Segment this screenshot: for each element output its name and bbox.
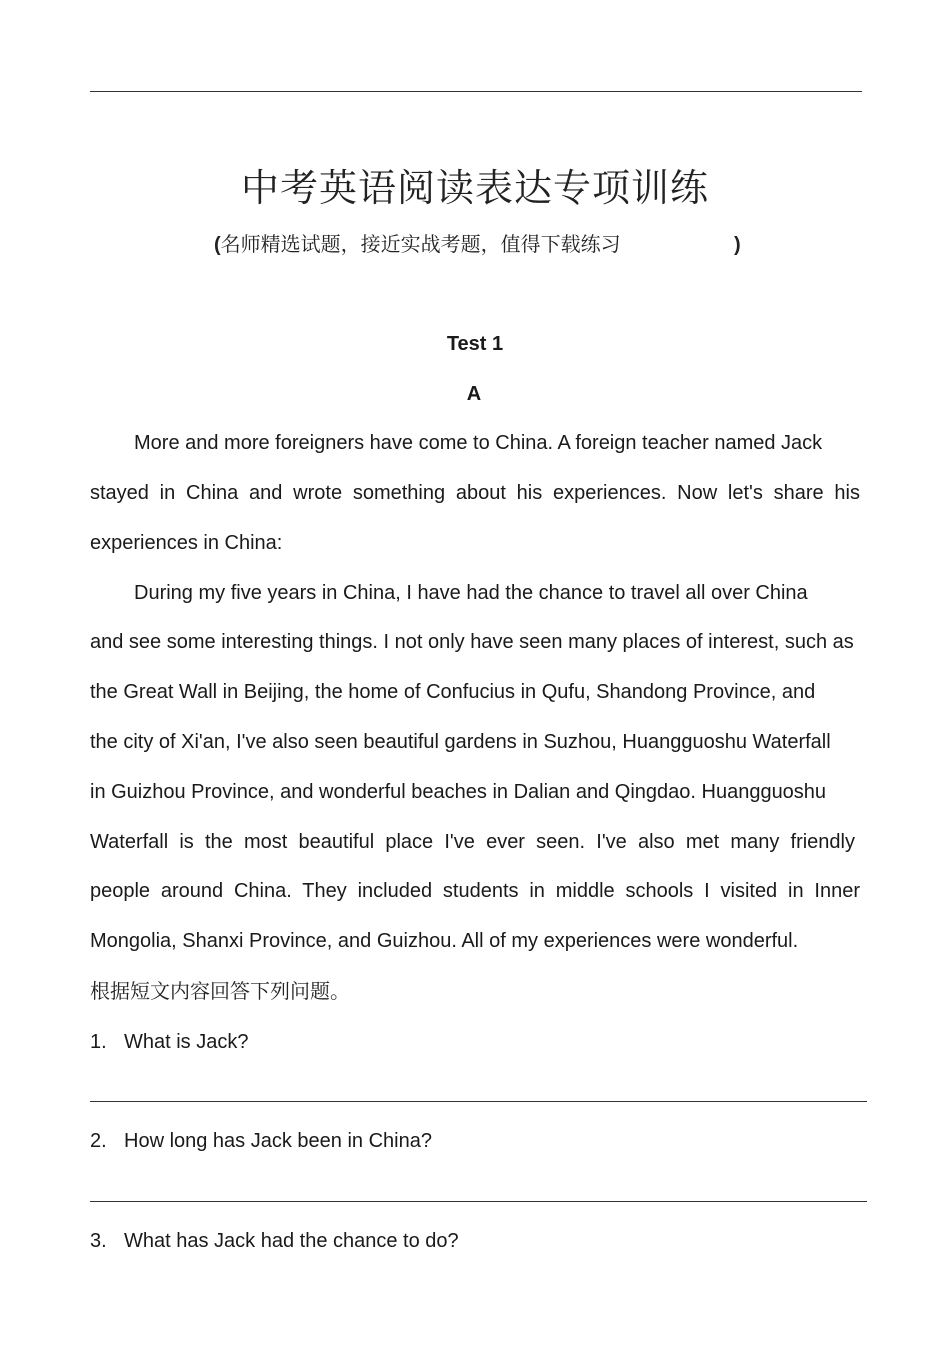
subtitle-close-paren: )	[734, 234, 741, 256]
question-item	[90, 1228, 459, 1254]
passage-line: in Guizhou Province, and wonderful beaches in Dalian and Qingdao. Huangguoshu	[90, 781, 827, 803]
question-item	[90, 1128, 432, 1154]
passage-line: stayed in China and wrote something about his experiences. Now let's share his	[90, 482, 860, 504]
question-instruction: 根据短文内容回答下列问题。	[90, 981, 350, 1003]
subtitle-open-paren: (	[214, 234, 221, 256]
question-item	[90, 1029, 248, 1055]
passage-line: Mongolia, Shanxi Province, and Guizhou. All of my experiences were wonderful.	[90, 930, 799, 952]
test-title: Test 1	[446, 333, 504, 355]
question-text: How long has Jack been in China?	[124, 1130, 432, 1152]
header-rule	[90, 91, 862, 92]
document-subtitle	[214, 230, 741, 260]
section-label: A	[466, 383, 482, 405]
passage-line: the Great Wall in Beijing, the home of Confucius in Qufu, Shandong Province, and	[90, 681, 816, 703]
passage-line: During my five years in China, I have had the chance to travel all over China	[134, 582, 808, 604]
answer-line	[90, 1201, 867, 1202]
question-number: 1.	[90, 1031, 107, 1053]
passage-line: More and more foreigners have come to China. A foreign teacher named Jack	[134, 432, 823, 454]
question-text: What has Jack had the chance to do?	[124, 1230, 459, 1252]
passage-line: the city of Xi'an, I've also seen beautiful gardens in Suzhou, Huangguoshu Waterfall	[90, 731, 831, 753]
document-title: 中考英语阅读表达专项训练	[240, 166, 709, 210]
answer-line	[90, 1101, 867, 1102]
question-text: What is Jack?	[124, 1031, 249, 1053]
question-number: 3.	[90, 1230, 107, 1252]
passage-line: and see some interesting things. I not only have seen many places of interest, such as	[90, 631, 854, 653]
question-number: 2.	[90, 1130, 107, 1152]
passage-line: experiences in China:	[90, 532, 283, 554]
passage-line: people around China. They included students in middle schools I visited in Inner	[90, 880, 860, 902]
passage-line: Waterfall is the most beautiful place I've ever seen. I've also met many friendly	[90, 831, 855, 853]
subtitle-text: 名师精选试题，接近实战考题，值得下载练习	[220, 234, 621, 256]
